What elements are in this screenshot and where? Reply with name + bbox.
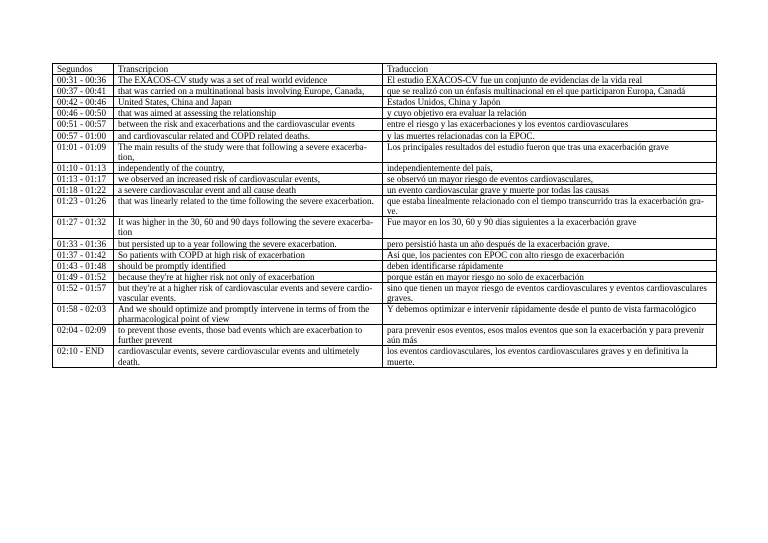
cell-timestamp: 00:31 - 00:36 (53, 75, 114, 86)
cell-timestamp: 01:18 - 01:22 (53, 185, 114, 196)
cell-timestamp: 00:51 - 00:57 (53, 119, 114, 130)
cell-translation: se observó un mayor riesgo de eventos cardiovasculares, (383, 173, 717, 184)
table-row (53, 271, 717, 282)
cell-translation: que estaba linealmente relacionado con el tiempo transcurrido tras la exacerbación gra-ve. (383, 196, 717, 217)
table-row (53, 141, 717, 162)
cell-timestamp: 02:04 - 02:09 (53, 325, 114, 346)
table-row (53, 238, 717, 249)
table-row (53, 304, 717, 325)
cell-timestamp: 01:58 - 02:03 (53, 304, 114, 325)
cell-transcription: that was aimed at assessing the relationship (114, 108, 383, 119)
cell-transcription: we observed an increased risk of cardiovascular events, (114, 173, 383, 184)
cell-translation: pero persistió hasta un año después de la exacerbación grave. (383, 238, 717, 249)
cell-translation: Los principales resultados del estudio fueron que tras una exacerbación grave (383, 141, 717, 162)
cell-timestamp: 00:37 - 00:41 (53, 86, 114, 97)
cell-translation: un evento cardiovascular grave y muerte por todas las causas (383, 185, 717, 196)
cell-transcription: and cardiovascular related and COPD related deaths. (114, 130, 383, 141)
cell-translation: sino que tienen un mayor riesgo de eventos cardiovasculares y eventos cardiovasculares graves. (383, 282, 717, 303)
cell-transcription: but they're at a higher risk of cardiovascular events and severe cardio-vascular events. (114, 282, 383, 303)
cell-transcription: but persisted up to a year following the severe exacerbation. (114, 238, 383, 249)
cell-timestamp: 01:49 - 01:52 (53, 271, 114, 282)
cell-transcription: to prevent those events, those bad events which are exacerbation to further prevent (114, 325, 383, 346)
table-row (53, 86, 717, 97)
cell-translation: los eventos cardiovasculares, los eventos cardiovasculares graves y en definitiva la muerte. (383, 346, 717, 367)
cell-timestamp: 01:13 - 01:17 (53, 173, 114, 184)
table-row (53, 282, 717, 303)
cell-transcription: The EXACOS-CV study was a set of real world evidence (114, 75, 383, 86)
cell-transcription: cardiovascular events, severe cardiovascular events and ultimetely death. (114, 346, 383, 367)
table-row (53, 325, 717, 346)
cell-transcription: that was linearly related to the time following the severe exacerbation. (114, 196, 383, 217)
table-row (53, 185, 717, 196)
cell-timestamp: 00:46 - 00:50 (53, 108, 114, 119)
cell-translation: deben identificarse rápidamente (383, 260, 717, 271)
cell-translation: Y debemos optimizar e intervenir rápidamente desde el punto de vista farmacológico (383, 304, 717, 325)
cell-translation: Fue mayor en los 30, 60 y 90 días siguientes a la exacerbación grave (383, 217, 717, 238)
cell-transcription: United States, China and Japan (114, 97, 383, 108)
cell-timestamp: 01:27 - 01:32 (53, 217, 114, 238)
transcript-table (52, 63, 717, 368)
table-row (53, 346, 717, 367)
cell-translation: porque están en mayor riesgo no solo de exacerbación (383, 271, 717, 282)
cell-translation: Estados Unidos, China y Japón (383, 97, 717, 108)
cell-timestamp: 01:43 - 01:48 (53, 260, 114, 271)
cell-translation: independientemente del país, (383, 162, 717, 173)
table-row (53, 196, 717, 217)
table-row (53, 97, 717, 108)
cell-timestamp: 01:01 - 01:09 (53, 141, 114, 162)
cell-timestamp: 01:10 - 01:13 (53, 162, 114, 173)
cell-transcription: that was carried on a multinational basis involving Europe, Canada, (114, 86, 383, 97)
cell-translation: y las muertes relacionadas con la EPOC. (383, 130, 717, 141)
cell-timestamp: 02:10 - END (53, 346, 114, 367)
table-row (53, 108, 717, 119)
cell-timestamp: 01:23 - 01:26 (53, 196, 114, 217)
cell-transcription: because they're at higher risk not only of exacerbation (114, 271, 383, 282)
table-header-row (53, 64, 717, 75)
cell-transcription: independently of the country, (114, 162, 383, 173)
cell-transcription: And we should optimize and promptly intervene in terms of from the pharmacological point of view (114, 304, 383, 325)
cell-transcription: So patients with COPD at high risk of exacerbation (114, 249, 383, 260)
table-row (53, 217, 717, 238)
cell-transcription: between the risk and exacerbations and the cardiovascular events (114, 119, 383, 130)
table-row (53, 162, 717, 173)
cell-timestamp: 01:52 - 01:57 (53, 282, 114, 303)
table-row (53, 249, 717, 260)
cell-translation: Así que, los pacientes con EPOC con alto riesgo de exacerbación (383, 249, 717, 260)
cell-translation: entre el riesgo y las exacerbaciones y los eventos cardiovasculares (383, 119, 717, 130)
table-row (53, 260, 717, 271)
cell-translation: y cuyo objetivo era evaluar la relación (383, 108, 717, 119)
cell-transcription: should be promptly identified (114, 260, 383, 271)
header-seconds: Segundos (53, 64, 114, 75)
cell-translation: El estudio EXACOS-CV fue un conjunto de evidencias de la vida real (383, 75, 717, 86)
cell-transcription: The main results of the study were that following a severe exacerba-tion, (114, 141, 383, 162)
cell-timestamp: 01:37 - 01:42 (53, 249, 114, 260)
table-row (53, 173, 717, 184)
cell-transcription: a severe cardiovascular event and all cause death (114, 185, 383, 196)
header-transcription: Transcripcion (114, 64, 383, 75)
cell-timestamp: 00:42 - 00:46 (53, 97, 114, 108)
cell-timestamp: 00:57 - 01:00 (53, 130, 114, 141)
cell-translation: que se realizó con un énfasis multinacional en el que participaron Europa, Canadá (383, 86, 717, 97)
table-row (53, 130, 717, 141)
table-row (53, 75, 717, 86)
cell-timestamp: 01:33 - 01:36 (53, 238, 114, 249)
header-translation: Traduccion (383, 64, 717, 75)
cell-translation: para prevenir esos eventos, esos malos eventos que son la exacerbación y para prevenir aún más (383, 325, 717, 346)
table-row (53, 119, 717, 130)
cell-transcription: It was higher in the 30, 60 and 90 days following the severe exacerba-tion (114, 217, 383, 238)
